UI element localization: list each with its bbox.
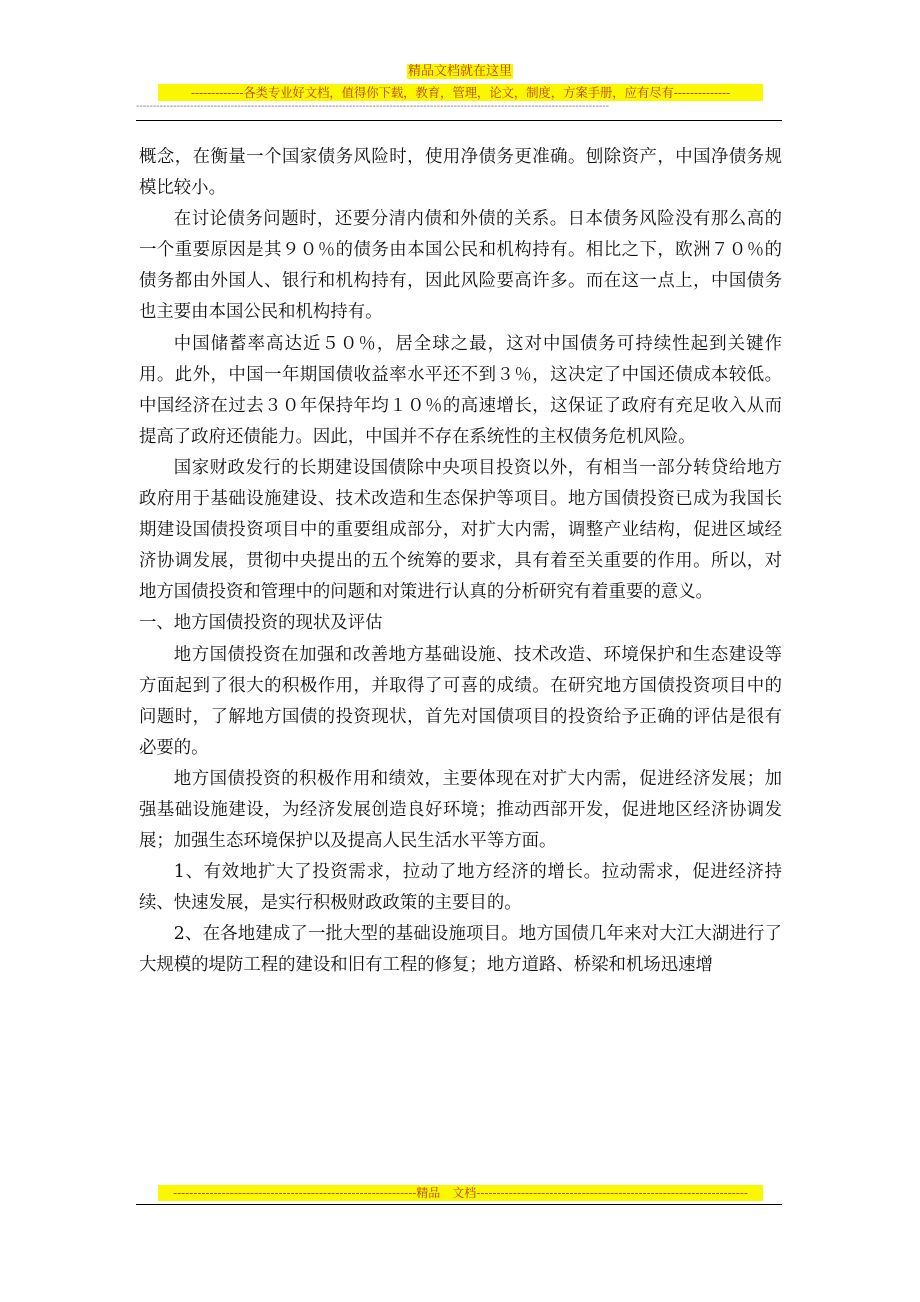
header-dashed-divider: -------------------------------------------------------------------------------------------------------------------------------------------- [136, 101, 610, 112]
paragraph: 中国储蓄率高达近５０％，居全球之最，这对中国债务可持续性起到关键作用。此外，中国一年期国债收益率水平还不到３％，这决定了中国还债成本较低。中国经济在过去３０年保持年均１０％的高速增长，这保证了政府有充足收入从而提高了政府还债能力。因此，中国并不存在系统性的主权债务危机风险。 [139, 333, 782, 447]
header-description-banner: -------------各类专业好文档，值得你下载，教育，管理，论文，制度，方案手册，应有尽有-------------- [158, 84, 763, 101]
list-item: 1、有效地扩大了投资需求，拉动了地方经济的增长。拉动需求，促进经济持续、快速发展，是实行积极财政政策的主要目的。 [139, 862, 782, 914]
paragraph: 国家财政发行的长期建设国债除中央项目投资以外，有相当一部分转贷给地方政府用于基础设施建设、技术改造和生态保护等项目。地方国债投资已成为我国长期建设国债投资项目中的重要组成部分，对扩大内需，调整产业结构，促进区域经济协调发展，贯彻中央提出的五个统筹的要求，具有着至关重要的作用。所以，对地方国债投资和管理中的问题和对策进行认真的分析研究有着重要的意义。 [139, 457, 782, 603]
document-body [139, 142, 782, 982]
header-rule [136, 120, 782, 121]
paragraph: 地方国债投资在加强和改善地方基础设施、技术改造、环境保护和生态建设等方面起到了很大的积极作用，并取得了可喜的成绩。在研究地方国债投资项目中的问题时，了解地方国债的投资现状，首先对国债项目的投资给予正确的评估是很有必要的。 [139, 644, 782, 758]
paragraph: 地方国债投资的积极作用和绩效，主要体现在对扩大内需，促进经济发展；加强基础设施建设，为经济发展创造良好环境；推动西部开发，促进地区经济协调发展；加强生态环境保护以及提高人民生活水平等方面。 [139, 768, 782, 852]
footer-banner: ------------------------------------------------------------精品 文档------------------------------------------------------------------- [158, 1185, 763, 1201]
section-heading: 一、地方国债投资的现状及评估 [139, 613, 383, 634]
list-item: 2、在各地建成了一批大型的基础设施项目。地方国债几年来对大江大湖进行了大规模的堤防工程的建设和旧有工程的修复；地方道路、桥梁和机场迅速增 [139, 924, 782, 976]
footer-rule [136, 1204, 782, 1205]
paragraph: 在讨论债务问题时，还要分清内债和外债的关系。日本债务风险没有那么高的一个重要原因是其９０％的债务由本国公民和机构持有。相比之下，欧洲７０％的债务都由外国人、银行和机构持有，因此风险要高许多。而在这一点上，中国债务也主要由本国公民和机构持有。 [139, 209, 782, 323]
header-title: 精品文档就在这里 [407, 64, 512, 79]
paragraph: 概念，在衡量一个国家债务风险时，使用净债务更准确。刨除资产，中国净债务规模比较小。 [139, 147, 782, 199]
